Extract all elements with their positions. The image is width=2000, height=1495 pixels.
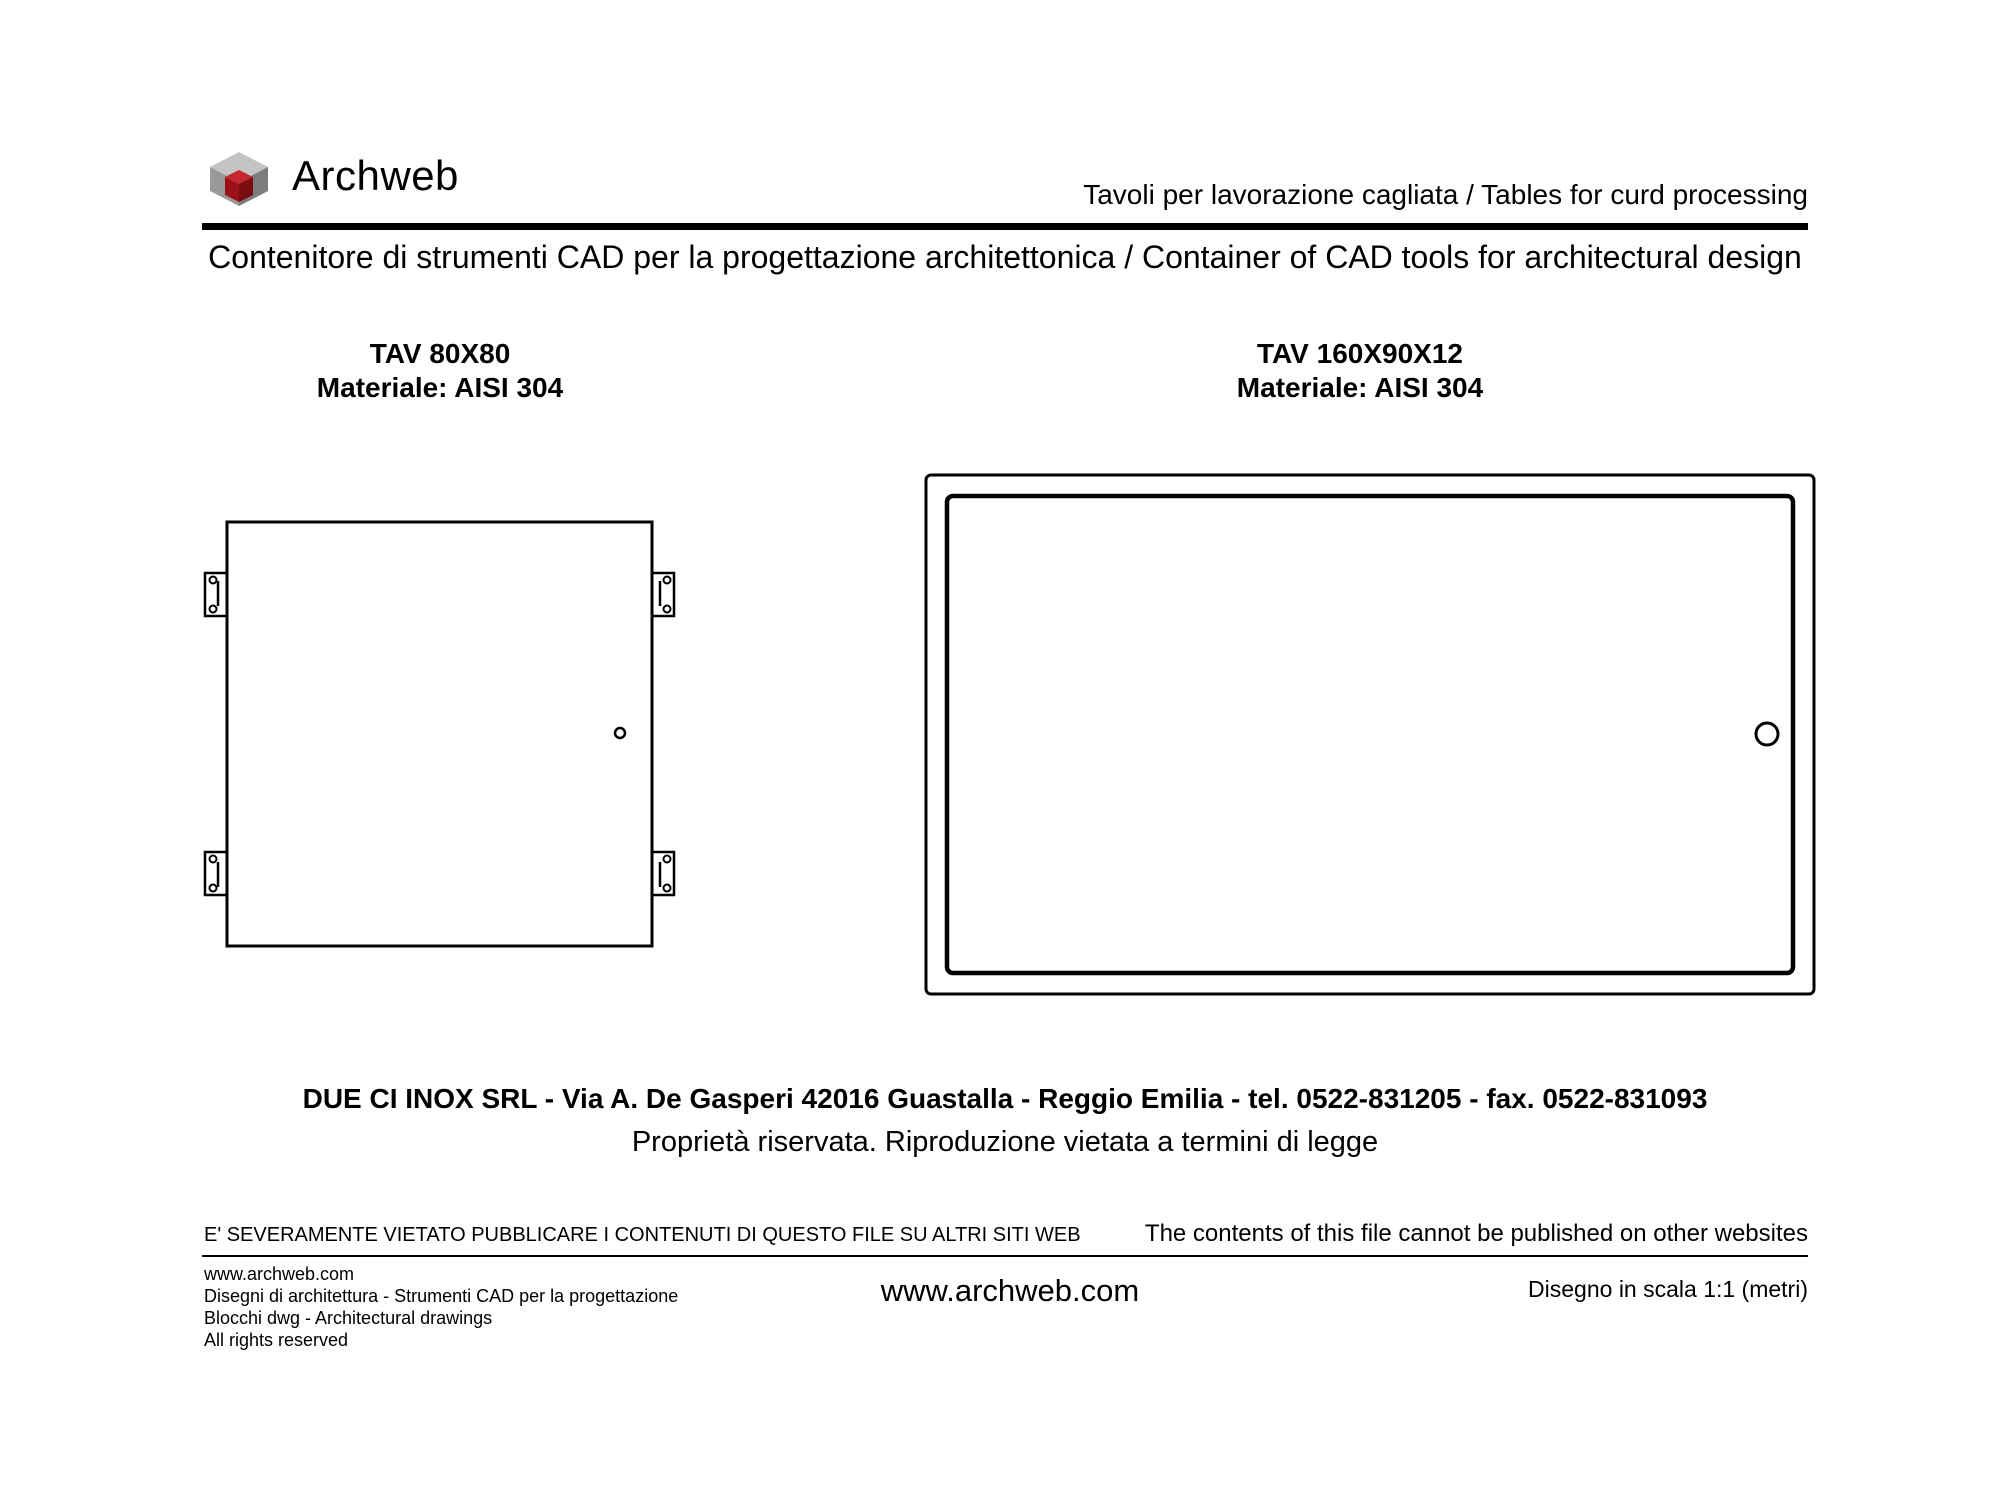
hinge-top-right: [652, 560, 674, 616]
credits-line: Disegni di architettura - Strumenti CAD per la progettazione: [204, 1286, 679, 1306]
drain-hole-large: [1756, 723, 1778, 745]
drawing-subject: Tavoli per lavorazione cagliata / Tables for curd processing: [1083, 179, 1808, 210]
credits-line: All rights reserved: [204, 1330, 349, 1350]
rights-notice: Proprietà riservata. Riproduzione vietata a termini di legge: [631, 1126, 1379, 1158]
caption-right-material: Materiale: AISI 304: [1236, 372, 1484, 403]
drawing-small-table: [205, 522, 674, 946]
credits-block: [204, 1263, 678, 1351]
publishing-notice-english: The contents of this file cannot be published on other websites: [1144, 1220, 1808, 1247]
credits-line: www.archweb.com: [204, 1264, 355, 1284]
credits-line: Blocchi dwg - Architectural drawings: [204, 1308, 493, 1328]
caption-left-material: Materiale: AISI 304: [316, 372, 564, 403]
company-info: DUE CI INOX SRL - Via A. De Gasperi 42016 Guastalla - Reggio Emilia - tel. 0522-831205 - fax. 0522-831093: [302, 1083, 1708, 1114]
brand-name: Archweb: [292, 152, 459, 199]
caption-left-title: TAV 80X80: [369, 338, 511, 369]
tagline: Contenitore di strumenti CAD per la progettazione architettonica / Container of CAD tools for architectural design: [208, 239, 1802, 275]
drawing-scale: Disegno in scala 1:1 (metri): [1528, 1276, 1808, 1302]
hinge-top-left: [205, 573, 227, 616]
drain-hole-small: [615, 728, 625, 738]
hinge-bottom-right: [652, 840, 674, 895]
footer-rule: [202, 1255, 1808, 1257]
drawing-large-table: [926, 475, 1814, 994]
caption-right-title: TAV 160X90X12: [1257, 338, 1463, 369]
website-link[interactable]: www.archweb.com: [880, 1273, 1140, 1308]
publishing-notice-italian: E' SEVERAMENTE VIETATO PUBBLICARE I CONTENUTI DI QUESTO FILE SU ALTRI SITI WEB: [204, 1224, 1081, 1246]
hinge-bottom-left: [205, 852, 227, 895]
